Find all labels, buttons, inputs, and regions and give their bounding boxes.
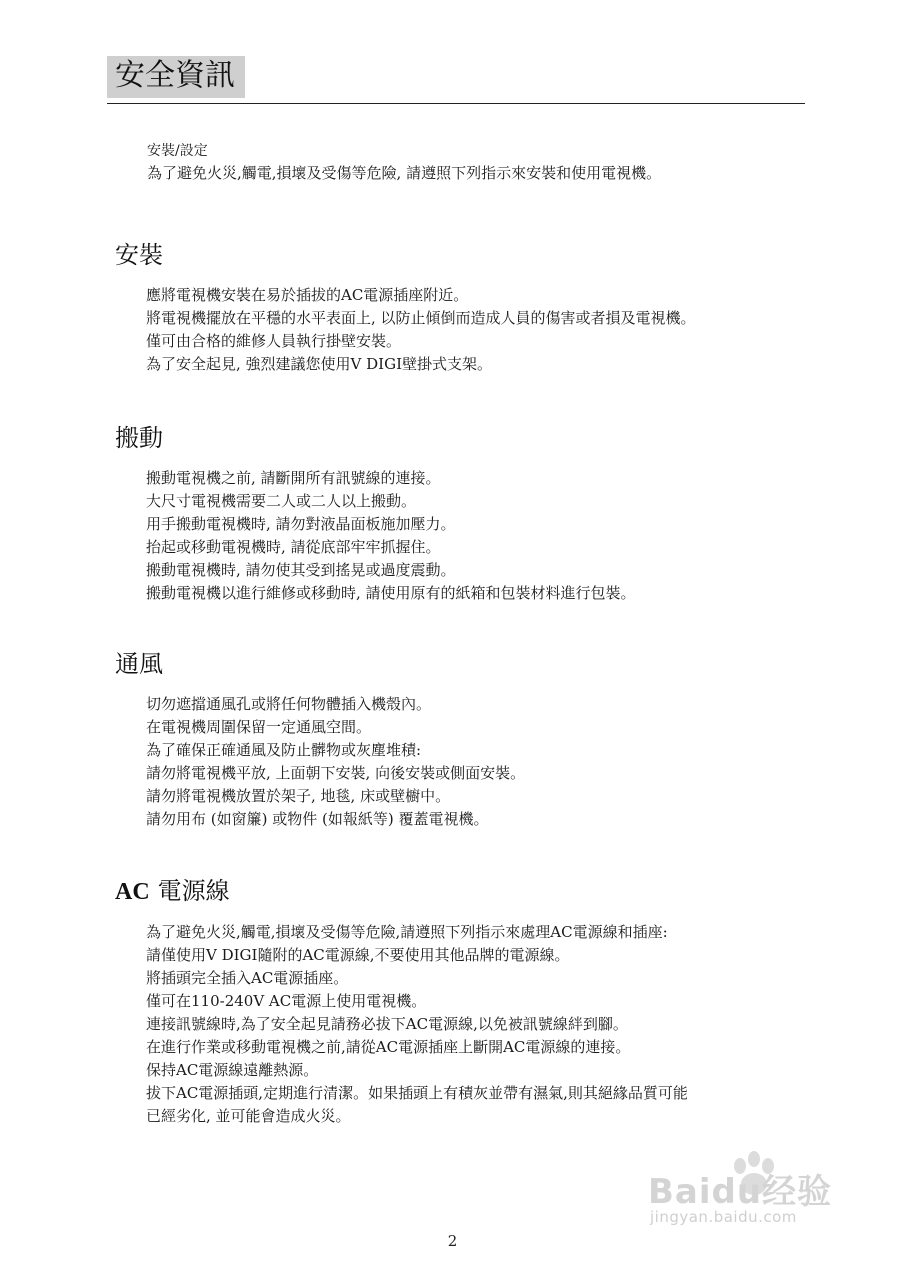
intro-subtitle: 安裝/設定	[147, 143, 208, 159]
section-heading: 搬動	[115, 424, 163, 452]
list-item: 拔下AC電源插頭,定期進行清潔。如果插頭上有積灰並帶有濕氣,則其絕緣品質可能	[146, 1084, 688, 1102]
section-lines	[146, 921, 835, 1128]
section-lines	[146, 284, 835, 376]
list-item: 在進行作業或移動電視機之前,請從AC電源插座上斷開AC電源線的連接。	[146, 1038, 631, 1056]
list-item: 請勿用布 (如窗簾) 或物件 (如報紙等) 覆蓋電視機。	[146, 810, 489, 828]
list-item: 為了安全起見, 強烈建議您使用V DIGI壁掛式支架。	[146, 355, 492, 373]
section-installation	[115, 240, 835, 376]
section-heading-text: 電源線	[157, 877, 230, 905]
list-item: 僅可由合格的維修人員執行掛壁安裝。	[146, 332, 402, 350]
list-item: 大尺寸電視機需要二人或二人以上搬動。	[146, 492, 417, 510]
page-title: 安全資訊	[107, 56, 245, 98]
section-lines	[146, 693, 835, 831]
section-lines	[146, 467, 835, 605]
list-item: 請勿將電視機放置於架子, 地毯, 床或壁櫥中。	[146, 787, 451, 805]
list-item: 搬動電視機時, 請勿使其受到搖晃或過度震動。	[146, 561, 456, 579]
list-item: 請僅使用V DIGI隨附的AC電源線,不要使用其他品牌的電源線。	[146, 946, 570, 964]
section-heading-prefix: AC	[115, 879, 150, 905]
list-item: 將電視機擺放在平穩的水平表面上, 以防止傾倒而造成人員的傷害或者損及電視機。	[146, 309, 696, 327]
watermark-url: jingyan.baidu.com	[650, 1208, 797, 1226]
intro-text: 為了避免火災,觸電,損壞及受傷等危險, 請遵照下列指示來安裝和使用電視機。	[147, 164, 662, 182]
section-ventilation	[115, 649, 835, 831]
section-heading: 安裝	[115, 241, 163, 269]
section-moving	[115, 423, 835, 605]
section-heading	[115, 876, 835, 907]
list-item: 切勿遮擋通風孔或將任何物體插入機殼內。	[146, 695, 432, 713]
page-number: 2	[447, 1232, 458, 1250]
section-ac-power-cord	[115, 876, 835, 1128]
list-item: 用手搬動電視機時, 請勿對液晶面板施加壓力。	[146, 515, 456, 533]
watermark	[648, 1150, 868, 1230]
list-item: 為了避免火災,觸電,損壞及受傷等危險,請遵照下列指示來處理AC電源線和插座:	[146, 923, 668, 941]
watermark-logo: Baidu经验	[648, 1172, 833, 1212]
list-item: 已經劣化, 並可能會造成火災。	[146, 1107, 351, 1125]
list-item: 連接訊號線時,為了安全起見請務必拔下AC電源線,以免被訊號線絆到腳。	[146, 1015, 628, 1033]
list-item: 請勿將電視機平放, 上面朝下安裝, 向後安裝或側面安裝。	[146, 764, 526, 782]
section-heading: 通風	[115, 650, 163, 678]
list-item: 抬起或移動電視機時, 請從底部牢牢抓握住。	[146, 538, 441, 556]
list-item: 保持AC電源線遠離熱源。	[146, 1061, 319, 1079]
list-item: 為了確保正確通風及防止髒物或灰塵堆積:	[146, 741, 422, 759]
list-item: 搬動電視機以進行維修或移動時, 請使用原有的紙箱和包裝材料進行包裝。	[146, 584, 636, 602]
title-divider	[107, 103, 805, 104]
intro-block	[147, 140, 827, 185]
list-item: 將插頭完全插入AC電源插座。	[146, 969, 349, 987]
list-item: 搬動電視機之前, 請斷開所有訊號線的連接。	[146, 469, 441, 487]
list-item: 在電視機周圍保留一定通風空間。	[146, 718, 372, 736]
list-item: 僅可在110-240V AC電源上使用電視機。	[146, 992, 427, 1010]
list-item: 應將電視機安裝在易於插拔的AC電源插座附近。	[146, 286, 469, 304]
